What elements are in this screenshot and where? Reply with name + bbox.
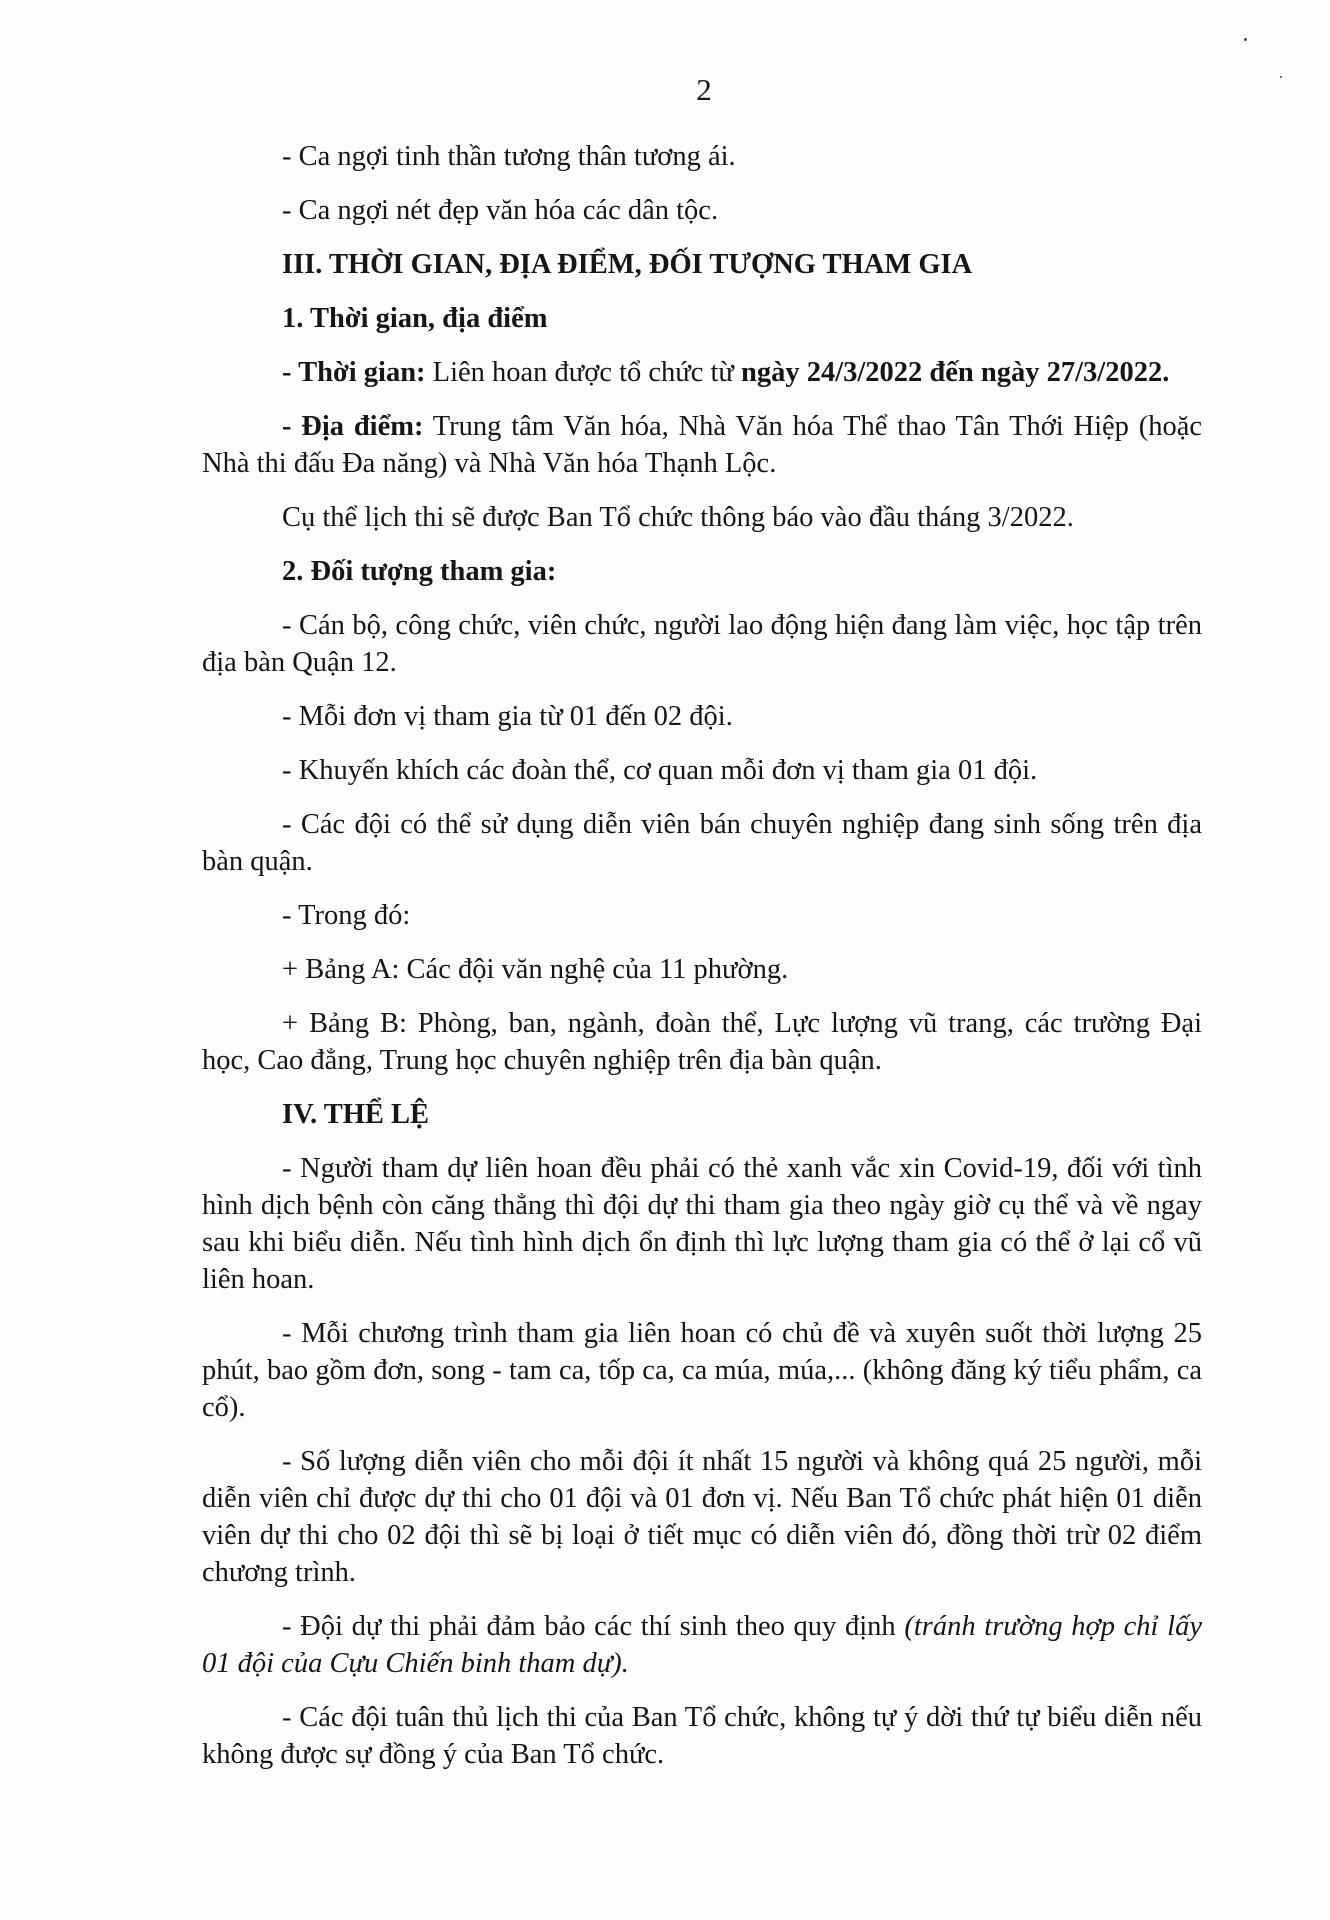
list-item: - Mỗi đơn vị tham gia từ 01 đến 02 đội. xyxy=(282,701,733,732)
list-item: - Cán bộ, công chức, viên chức, người lao động hiện đang làm việc, học tập trên địa bàn Quận 12. xyxy=(202,610,1202,678)
list-item: - Các đội có thể sử dụng diễn viên bán chuyên nghiệp đang sinh sống trên địa bàn quận. xyxy=(202,809,1202,877)
section-heading: IV. THỂ LỆ xyxy=(282,1099,430,1130)
label-place: - Địa điểm: xyxy=(282,411,424,442)
paragraph: - Ca ngợi tinh thần tương thân tương ái. xyxy=(282,141,736,172)
time-text: Liên hoan được tổ chức từ xyxy=(425,357,741,388)
list-item: + Bảng A: Các đội văn nghệ của 11 phường. xyxy=(282,954,789,985)
scan-speck xyxy=(1244,38,1247,41)
label-time: - Thời gian: xyxy=(282,357,426,388)
item-italic-note: (tránh trường hợp chỉ lấy 01 đội của Cựu Chiến binh tham dự). xyxy=(202,1611,1202,1679)
section-heading: III. THỜI GIAN, ĐỊA ĐIỂM, ĐỐI TƯỢNG THAM GIA xyxy=(282,249,973,280)
item-text: - Đội dự thi phải đảm bảo các thí sinh theo quy định xyxy=(282,1611,905,1642)
paragraph: Cụ thể lịch thi sẽ được Ban Tổ chức thông báo vào đầu tháng 3/2022. xyxy=(282,502,1074,533)
list-item: - Các đội tuân thủ lịch thi của Ban Tổ chức, không tự ý dời thứ tự biểu diễn nếu không được sự đồng ý của Ban Tổ chức. xyxy=(202,1702,1202,1770)
list-item xyxy=(202,1608,1202,1682)
page-number: 2 xyxy=(696,72,712,107)
list-item: - Số lượng diễn viên cho mỗi đội ít nhất 15 người và không quá 25 người, mỗi diễn viên chỉ được dự thi cho 01 đội và 01 đơn vị. Nếu Ban Tổ chức phát hiện 01 diễn viên dự thi cho 02 đội thì sẽ bị loại ở tiết mục có diễn viên đó, đồng thời trừ 02 điểm chương trình. xyxy=(202,1446,1202,1588)
paragraph-place xyxy=(202,408,1202,482)
list-item: - Mỗi chương trình tham gia liên hoan có chủ đề và xuyên suốt thời lượng 25 phút, bao gồm đơn, song - tam ca, tốp ca, ca múa, múa,... (không đăng ký tiểu phẩm, ca cổ). xyxy=(202,1318,1202,1423)
time-range: ngày 24/3/2022 đến ngày 27/3/2022. xyxy=(741,357,1170,388)
list-item: - Trong đó: xyxy=(282,900,411,931)
subsection-heading: 2. Đối tượng tham gia: xyxy=(282,556,557,587)
place-text: Trung tâm Văn hóa, Nhà Văn hóa Thể thao Tân Thới Hiệp (hoặc Nhà thi đấu Đa năng) và Nhà Văn hóa Thạnh Lộc. xyxy=(202,411,1203,479)
list-item: - Khuyến khích các đoàn thể, cơ quan mỗi đơn vị tham gia 01 đội. xyxy=(282,755,1038,786)
paragraph: - Ca ngợi nét đẹp văn hóa các dân tộc. xyxy=(282,195,719,226)
subsection-heading: 1. Thời gian, địa điểm xyxy=(282,303,548,334)
paragraph-time xyxy=(202,354,1202,391)
list-item: + Bảng B: Phòng, ban, ngành, đoàn thể, Lực lượng vũ trang, các trường Đại học, Cao đẳng, Trung học chuyên nghiệp trên địa bàn quận. xyxy=(202,1008,1202,1076)
list-item: - Người tham dự liên hoan đều phải có thẻ xanh vắc xin Covid-19, đối với tình hình dịch bệnh còn căng thẳng thì đội dự thi tham gia theo ngày giờ cụ thể và về ngay sau khi biểu diễn. Nếu tình hình dịch ổn định thì lực lượng tham gia có thể ở lại cổ vũ liên hoan. xyxy=(202,1153,1202,1295)
document-body xyxy=(202,138,1202,1790)
scan-speck xyxy=(1280,76,1282,78)
